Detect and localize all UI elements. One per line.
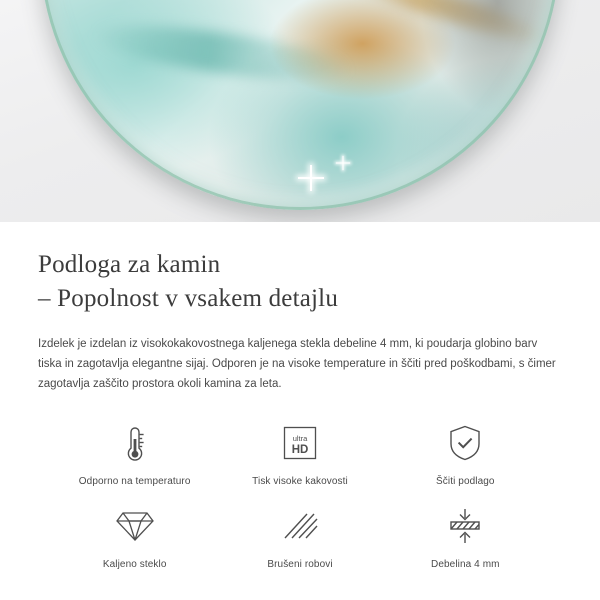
feature-item-temperature [52,420,217,487]
feature-item-protects-surface [383,420,548,487]
feature-item-polished-edges [217,503,382,570]
thickness-icon [442,503,488,549]
svg-text:ultra: ultra [292,434,308,444]
feature-item-thickness [383,503,548,570]
description-paragraph: Izdelek je izdelan iz visokokakovostnega kaljenega stekla debeline 4 mm, ki poudarja globino barv tiska in zagotavlja elegantne sijaj. Odporen je na visoke temperature in ščiti pred poškodbami, s čimer zagotavlja zaščito prostora okoli kamina za leta. [38,338,556,390]
glass-disc [40,0,560,210]
feature-label: Brušeni robovi [267,559,333,571]
page-title-line-2: – Popolnost v vsakem detajlu [38,284,339,312]
feature-label: Debelina 4 mm [431,559,500,571]
ultra-hd-icon [277,420,323,466]
feature-label: Ščiti podlago [436,476,495,488]
feature-label: Tisk visoke kakovosti [252,476,348,488]
feature-item-print-quality [217,420,382,487]
feature-item-tempered-glass [52,503,217,570]
marble-streak-teal [90,15,353,91]
feature-label: Kaljeno steklo [102,559,167,571]
page-title-line-1: Podloga za kamin [38,251,221,278]
hero-image [0,0,600,222]
shield-check-icon [442,420,488,466]
content-block [0,222,600,570]
thermometer-icon [112,420,158,466]
svg-text:HD: HD [291,444,309,457]
feature-label: Odporno na temperaturo [78,476,191,488]
glass-disc-wrap [40,0,560,210]
feature-list [38,420,562,570]
diamond-icon [112,503,158,549]
page-title [38,248,562,315]
polished-edges-icon [277,503,323,549]
marble-streak-gold-b [328,0,555,52]
